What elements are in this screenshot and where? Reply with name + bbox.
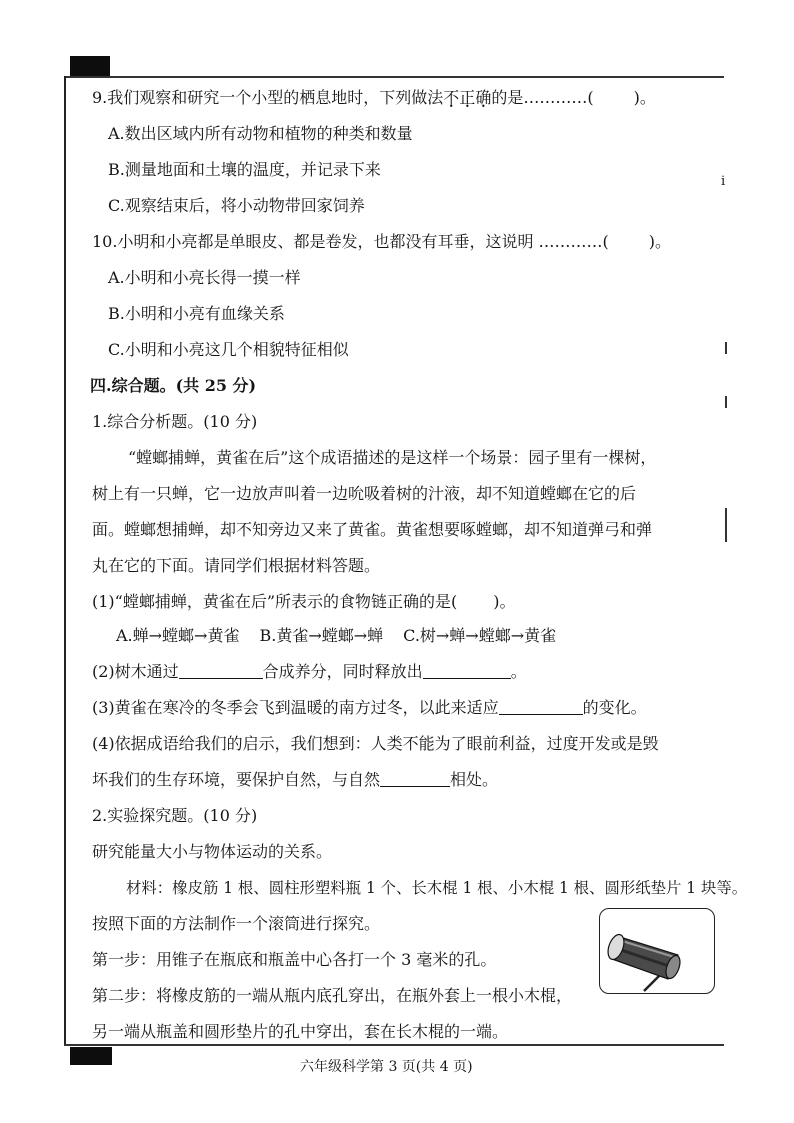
page-footer: 六年级科学第 3 页(共 4 页)	[300, 1059, 473, 1075]
sub4-text-b: 相处。	[450, 770, 499, 789]
sub1-options	[116, 626, 556, 646]
frame-left-line	[64, 76, 66, 1046]
method-text: 按照下面的方法制作一个滚筒进行探究。	[92, 914, 381, 933]
passage-line: 面。螳螂想捕蝉，却不知旁边又来了黄雀。黄雀想要啄螳螂，却不知道弹弓和弹	[92, 520, 653, 539]
sub-question-4-cont	[92, 770, 498, 790]
emphasis-char: 正	[459, 88, 476, 107]
q9-stem-text: 我们观察和研究一个小型的栖息地时，下列做法	[107, 88, 444, 107]
sub1-option-c: C.树→蝉→螳螂→黄雀	[403, 626, 557, 645]
frame-top-line	[64, 76, 724, 78]
sub2-text-a: (2)树木通过	[92, 662, 179, 681]
sub1-text: (1)“螳螂捕蝉，黄雀在后”所表示的食物链正确的是(	[92, 592, 458, 611]
sub2-text-c: 。	[510, 662, 527, 681]
step-2-text: 第二步：将橡皮筋的一端从瓶内底孔穿出，在瓶外套上一根小木棍，	[92, 986, 573, 1005]
registration-mark-bottom	[70, 1047, 112, 1065]
step-1-text: 第一步：用锥子在瓶底和瓶盖中心各打一个 3 毫米的孔。	[92, 950, 497, 969]
part-1-title: 1.综合分析题。(10 分)	[92, 412, 258, 431]
question-10-stem	[92, 232, 671, 252]
q10-option-a: A.小明和小亮长得一摸一样	[108, 268, 301, 287]
q9-option-a: A.数出区域内所有动物和植物的种类和数量	[108, 124, 413, 143]
materials-text: 材料：橡皮筋 1 根、圆柱形塑料瓶 1 个、长木棍 1 根、小木棍 1 根、圆形纸垫片 1 块等。	[126, 879, 748, 897]
emphasis-char: 不	[443, 88, 460, 107]
sub-question-3	[92, 698, 647, 718]
sub1-option-a: A.蝉→螳螂→黄雀	[116, 626, 240, 645]
passage-line: “螳螂捕蝉，黄雀在后”这个成语描述的是这样一个场景：园子里有一棵树，	[128, 448, 657, 467]
fill-blank[interactable]	[179, 662, 263, 679]
scan-artifact	[725, 508, 727, 542]
sub1-close: )。	[493, 592, 516, 611]
q10-stem-text: 10.小明和小亮都是单眼皮、都是卷发，也都没有耳垂，这说明 …………(	[92, 232, 609, 251]
emphasis-char: 确	[475, 88, 492, 107]
sub4-text-a: 坏我们的生存环境，要保护自然，与自然	[92, 770, 381, 789]
sub2-text-b: 合成养分，同时释放出	[262, 662, 423, 681]
fill-blank[interactable]	[380, 770, 450, 787]
experiment-intro: 研究能量大小与物体运动的关系。	[92, 842, 333, 861]
q10-option-c: C.小明和小亮这几个相貌特征相似	[108, 340, 349, 359]
fill-blank[interactable]	[499, 698, 583, 715]
sub-question-1	[92, 592, 516, 612]
sub-question-4: (4)依据成语给我们的启示，我们想到：人类不能为了眼前利益，过度开发或是毁	[92, 734, 659, 753]
q10-option-b: B.小明和小亮有血缘关系	[108, 304, 285, 323]
sub-question-2	[92, 662, 527, 682]
frame-bottom-line	[64, 1044, 724, 1046]
q9-stem-tail: 的是…………(	[491, 88, 594, 107]
roller-figure	[599, 908, 715, 994]
sub3-text-a: (3)黄雀在寒冷的冬季会飞到温暖的南方过冬，以此来适应	[92, 698, 499, 717]
q10-stem-close: )。	[648, 232, 672, 251]
passage-line: 树上有一只蝉，它一边放声叫着一边吮吸着树的汁液，却不知道螳螂在它的后	[92, 484, 637, 503]
section-4-title: 四.综合题。(共 25 分)	[90, 376, 257, 395]
scan-artifact	[725, 396, 727, 408]
scan-artifact	[725, 342, 727, 354]
q9-option-c: C.观察结束后，将小动物带回家饲养	[108, 196, 365, 215]
roller-illustration	[600, 909, 714, 993]
step-2-text-cont: 另一端从瓶盖和圆形垫片的孔中穿出，套在长木棍的一端。	[92, 1022, 509, 1041]
registration-mark-top	[70, 56, 110, 76]
q9-number: 9.	[92, 88, 108, 107]
passage-line: 丸在它的下面。请同学们根据材料答题。	[92, 556, 381, 575]
sub1-option-b: B.黄雀→螳螂→蝉	[259, 626, 384, 645]
scan-mark: i	[721, 174, 726, 189]
part-2-title: 2.实验探究题。(10 分)	[92, 806, 258, 825]
fill-blank[interactable]	[423, 662, 511, 679]
q9-option-b: B.测量地面和土壤的温度，并记录下来	[108, 160, 381, 179]
sub3-text-b: 的变化。	[582, 698, 647, 717]
q9-stem-close: )。	[633, 88, 656, 107]
question-9-stem	[92, 88, 656, 108]
